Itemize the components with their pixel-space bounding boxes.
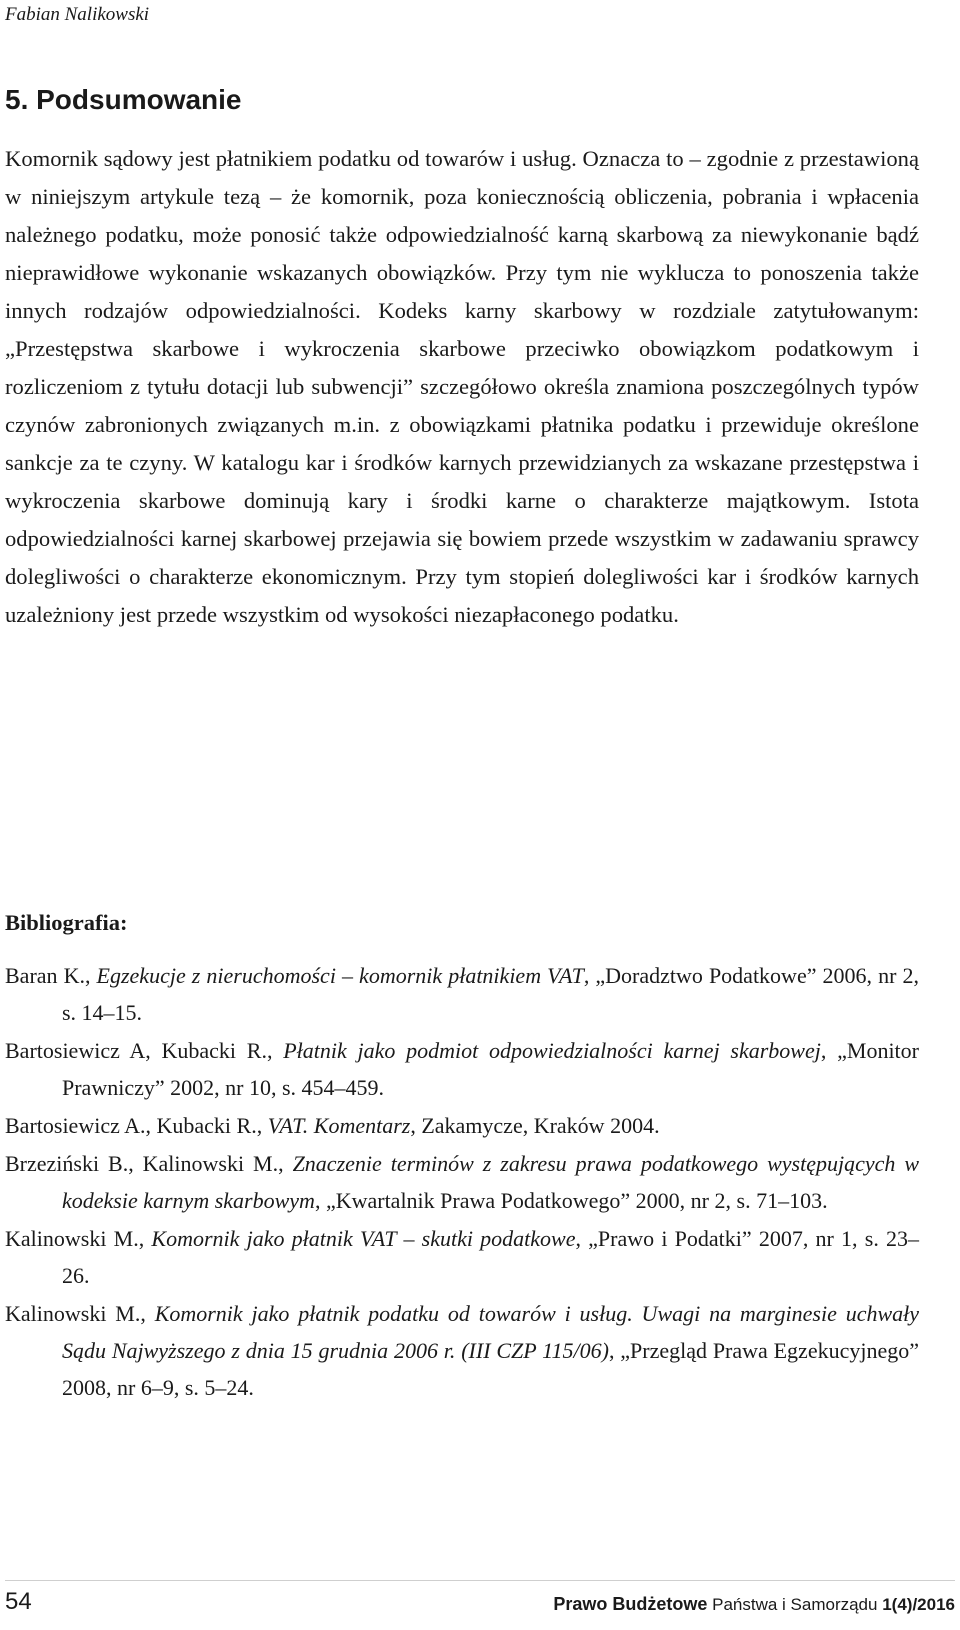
journal-footer [553,1594,955,1615]
section-heading: 5. Podsumowanie [5,84,242,115]
entry-title: Komornik jako płatnik VAT – skutki podatkowe [151,1226,576,1251]
entry-title: Płatnik jako podmiot odpowiedzialności karnej skarbowej [283,1038,821,1063]
entry-details: , Zakamycze, Kraków 2004. [410,1113,660,1138]
bibliography-entry [5,1220,919,1294]
entry-authors: Bartosiewicz A, Kubacki R., [5,1038,284,1063]
entry-authors: Brzeziński B., Kalinowski M., [5,1151,293,1176]
summary-paragraph: Komornik sądowy jest płatnikiem podatku od towarów i usług. Oznacza to – zgodnie z przestawioną w niniejszym artykule tezą – że komornik, poza koniecznością obliczenia, pobrania i wpłacenia należnego podatku, może ponosić także odpowiedzialność karną skarbową za niewykonanie bądź nieprawidłowe wykonanie wskazanych obowiązków. Przy tym nie wyklucza to ponoszenia także innych rodzajów odpowiedzialności. Kodeks karny skarbowy w rozdziale zatytułowanym: „Przestępstwa skarbowe i wykroczenia skarbowe przeciwko obowiązkom podatkowym i rozliczeniom z tytułu dotacji lub subwencji” szczegółowo określa znamiona poszczególnych typów czynów zabronionych związanych m.in. z obowiązkami płatnika podatku i przewiduje określone sankcje za te czyny. W katalogu kar i środków karnych przewidzianych za wskazane przestępstwa i wykroczenia skarbowe dominują kary i środki karne o charakterze majątkowym. Istota odpowiedzialności karnej skarbowej przejawia się bowiem przede wszystkim w zadawaniu sprawcy dolegliwości o charakterze ekonomicznym. Przy tym stopień dolegliwości kar i środków karnych uzależniony jest przede wszystkim od wysokości niezapłaconego podatku. [5,146,919,627]
entry-authors: Kalinowski M., [5,1226,152,1251]
running-header-author: Fabian Nalikowski [5,4,150,25]
bibliography-list [5,957,919,1407]
entry-details: , „Kwartalnik Prawa Podatkowego” 2000, nr 2, s. 71–103. [314,1188,828,1213]
bibliography-entry [5,1145,919,1219]
entry-authors: Kalinowski M., [5,1301,155,1326]
journal-subtitle: Państwa i Samorządu [712,1595,878,1614]
entry-authors: Bartosiewicz A., Kubacki R., [5,1113,268,1138]
journal-issue: 1(4)/2016 [882,1595,955,1614]
journal-name: Prawo Budżetowe [553,1594,708,1614]
entry-title: Znaczenie terminów z zakresu prawa podatkowego występujących w kodeksie karnym skarbowym [62,1151,919,1213]
page-number: 54 [5,1588,32,1615]
entry-details: , „Doradztwo Podatkowe” 2006, nr 2, s. 14–15. [62,963,919,1025]
entry-details: , „Prawo i Podatki” 2007, nr 1, s. 23–26. [62,1226,920,1288]
entry-title: VAT. Komentarz [267,1113,411,1138]
bibliography-entry [5,1107,919,1144]
entry-authors: Baran K., [5,963,97,988]
entry-title: Egzekucje z nieruchomości – komornik płatnikiem VAT [96,963,584,988]
bibliography-entry [5,1032,919,1106]
entry-details: , „Przegląd Prawa Egzekucyjnego” 2008, nr 6–9, s. 5–24. [62,1338,919,1400]
bibliography-heading: Bibliografia: [5,910,128,935]
footer-divider [5,1580,955,1581]
bibliography-entry [5,957,919,1031]
entry-title: Komornik jako płatnik podatku od towarów i usług. Uwagi na marginesie uchwały Sądu Najwyższego z dnia 15 grudnia 2006 r. (III CZP 115/06) [62,1301,920,1363]
bibliography-entry [5,1295,919,1406]
entry-details: , „Monitor Prawniczy” 2002, nr 10, s. 454–459. [62,1038,919,1100]
